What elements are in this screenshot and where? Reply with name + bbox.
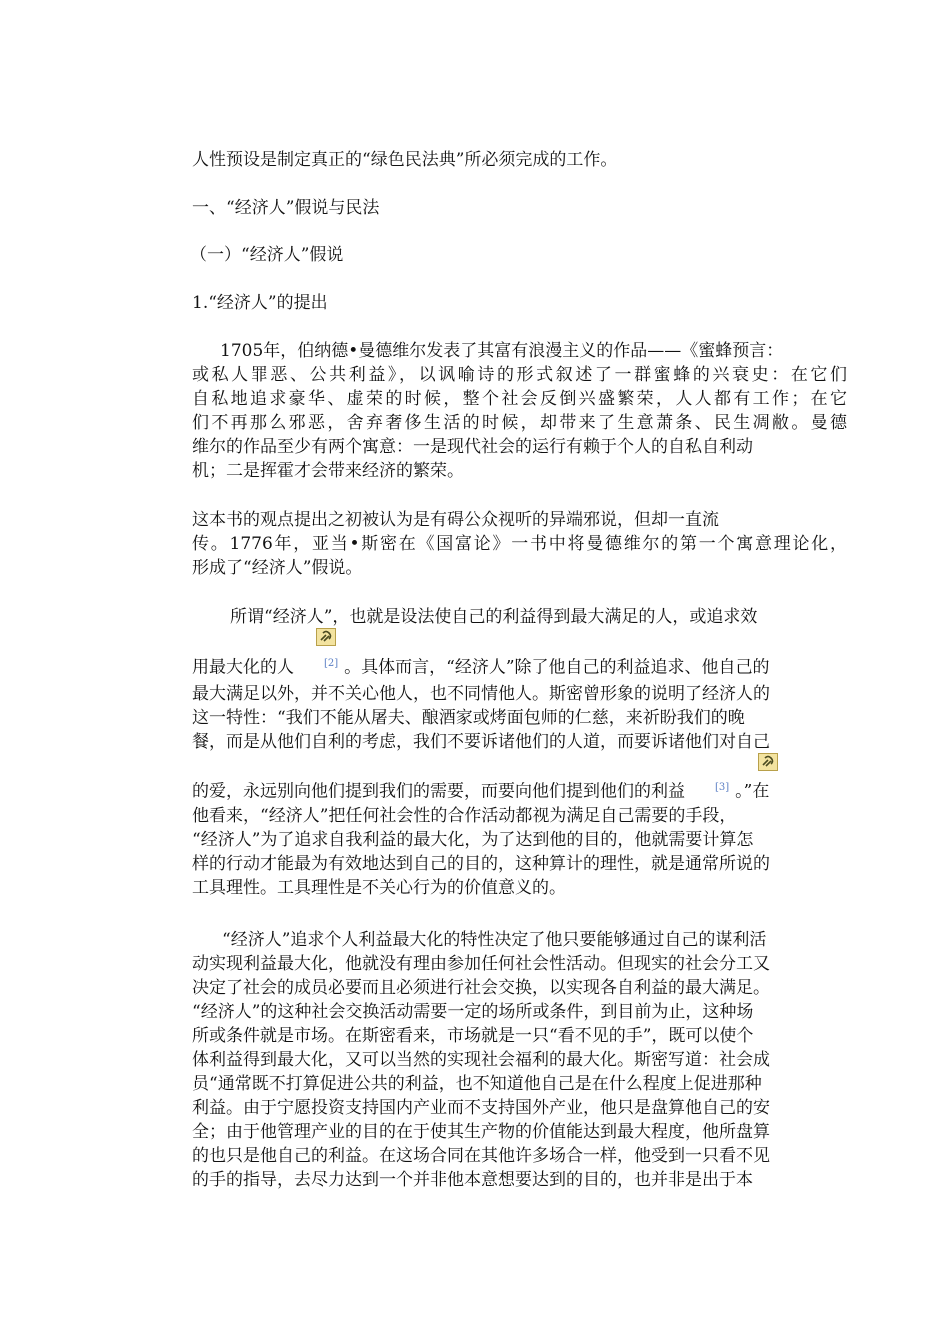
paragraph-line: 或私人罪恶、公共利益》，以讽喻诗的形式叙述了一群蜜蜂的兴衰史：在它们 [192, 365, 847, 385]
paragraph-line: 样的行动才能最为有效地达到自己的目的，这种算计的理性，就是通常所说的 [192, 854, 770, 874]
footnote-ref-3[interactable]: [3] [715, 782, 730, 793]
paragraph-line [192, 652, 770, 676]
paragraph-text: 。具体而言，“经济人”除了他自己的利益追求、他自己的 [344, 657, 770, 678]
paragraph-line: 这本书的观点提出之初被认为是有碍公众视听的异端邪说，但却一直流 [192, 510, 719, 530]
paragraph-line: 工具理性。工具理性是不关心行为的价值意义的。 [192, 878, 566, 898]
subsection-heading: （一）“经济人”假说 [190, 245, 344, 265]
paragraph-line: “经济人”为了追求自我利益的最大化，为了达到他的目的，他就需要计算怎 [192, 830, 754, 850]
paragraph-line: 形成了“经济人”假说。 [192, 558, 363, 578]
paragraph-line: 所或条件就是市场。在斯密看来，市场就是一只“看不见的手”，既可以使个 [192, 1026, 754, 1046]
paragraph-line: 他看来，“经济人”把任何社会性的合作活动都视为满足自己需要的手段， [192, 806, 737, 826]
paragraph-line: 传。1776年，亚当•斯密在《国富论》一书中将曼德维尔的第一个寓意理论化， [192, 534, 847, 554]
paragraph-line: 自私地追求豪华、虚荣的时候，整个社会反倒兴盛繁荣，人人都有工作；在它 [192, 389, 847, 409]
paragraph-line: 利益。由于宁愿投资支持国内产业而不支持国外产业，他只是盘算他自己的安 [192, 1098, 770, 1118]
paragraph-line: 们不再那么邪恶，舍弃奢侈生活的时候，却带来了生意萧条、民生凋敝。曼德 [192, 413, 847, 433]
paragraph-text: 用最大化的人 [192, 657, 294, 678]
footnote-ref-2[interactable]: [2] [324, 658, 339, 669]
paragraph-line: 最大满足以外，并不关心他人，也不同情他人。斯密曾形象的说明了经济人的 [192, 684, 770, 704]
link-icon[interactable] [758, 753, 778, 771]
paragraph-line: 的也只是他自己的利益。在这场合同在其他许多场合一样，他受到一只看不见 [192, 1146, 770, 1166]
paragraph-line: 的手的指导，去尽力达到一个并非他本意想要达到的目的，也并非是出于本 [192, 1170, 753, 1190]
paragraph-line: 动实现利益最大化，他就没有理由参加任何社会性活动。但现实的社会分工又 [192, 954, 770, 974]
paragraph-line: 所谓“经济人”，也就是设法使自己的利益得到最大满足的人，或追求效 [230, 607, 758, 627]
paragraph-line: 决定了社会的成员必要而且必须进行社会交换，以实现各自利益的最大满足。 [192, 978, 770, 998]
paragraph-text: 的爱，永远别向他们提到我们的需要，而要向他们提到他们的利益 [192, 781, 685, 802]
intro-text: 人性预设是制定真正的“绿色民法典”所必须完成的工作。 [192, 150, 618, 170]
paragraph-line: 维尔的作品至少有两个寓意：一是现代社会的运行有赖于个人的自私自利动 [192, 437, 753, 457]
paragraph-line: 体利益得到最大化，又可以当然的实现社会福利的最大化。斯密写道：社会成 [192, 1050, 770, 1070]
paragraph-line: “经济人”追求个人利益最大化的特性决定了他只要能够通过自己的谋利活 [222, 930, 767, 950]
paragraph-line: 1705年，伯纳德•曼德维尔发表了其富有浪漫主义的作品——《蜜蜂预言： [220, 341, 784, 361]
paragraph-line: 这一特性：“我们不能从屠夫、酿酒家或烤面包师的仁慈，来祈盼我们的晚 [192, 708, 745, 728]
paragraph-line: 全；由于他管理产业的目的在于使其生产物的价值能达到最大程度，他所盘算 [192, 1122, 770, 1142]
sub-subsection-heading: 1.“经济人”的提出 [192, 293, 328, 313]
paragraph-line: “经济人”的这种社会交换活动需要一定的场所或条件，到目前为止，这种场 [192, 1002, 754, 1022]
paragraph-line: 餐，而是从他们自利的考虑，我们不要诉诸他们的人道，而要诉诸他们对自己 [192, 732, 770, 752]
paragraph-line [192, 776, 769, 800]
paragraph-line: 员“通常既不打算促进公共的利益，也不知道他自己是在什么程度上促进那种 [192, 1074, 762, 1094]
paragraph-line: 机；二是挥霍才会带来经济的繁荣。 [192, 461, 464, 481]
section-heading: 一、“经济人”假说与民法 [192, 198, 380, 218]
link-icon[interactable] [316, 628, 336, 646]
paragraph-text: 。”在 [735, 781, 770, 802]
